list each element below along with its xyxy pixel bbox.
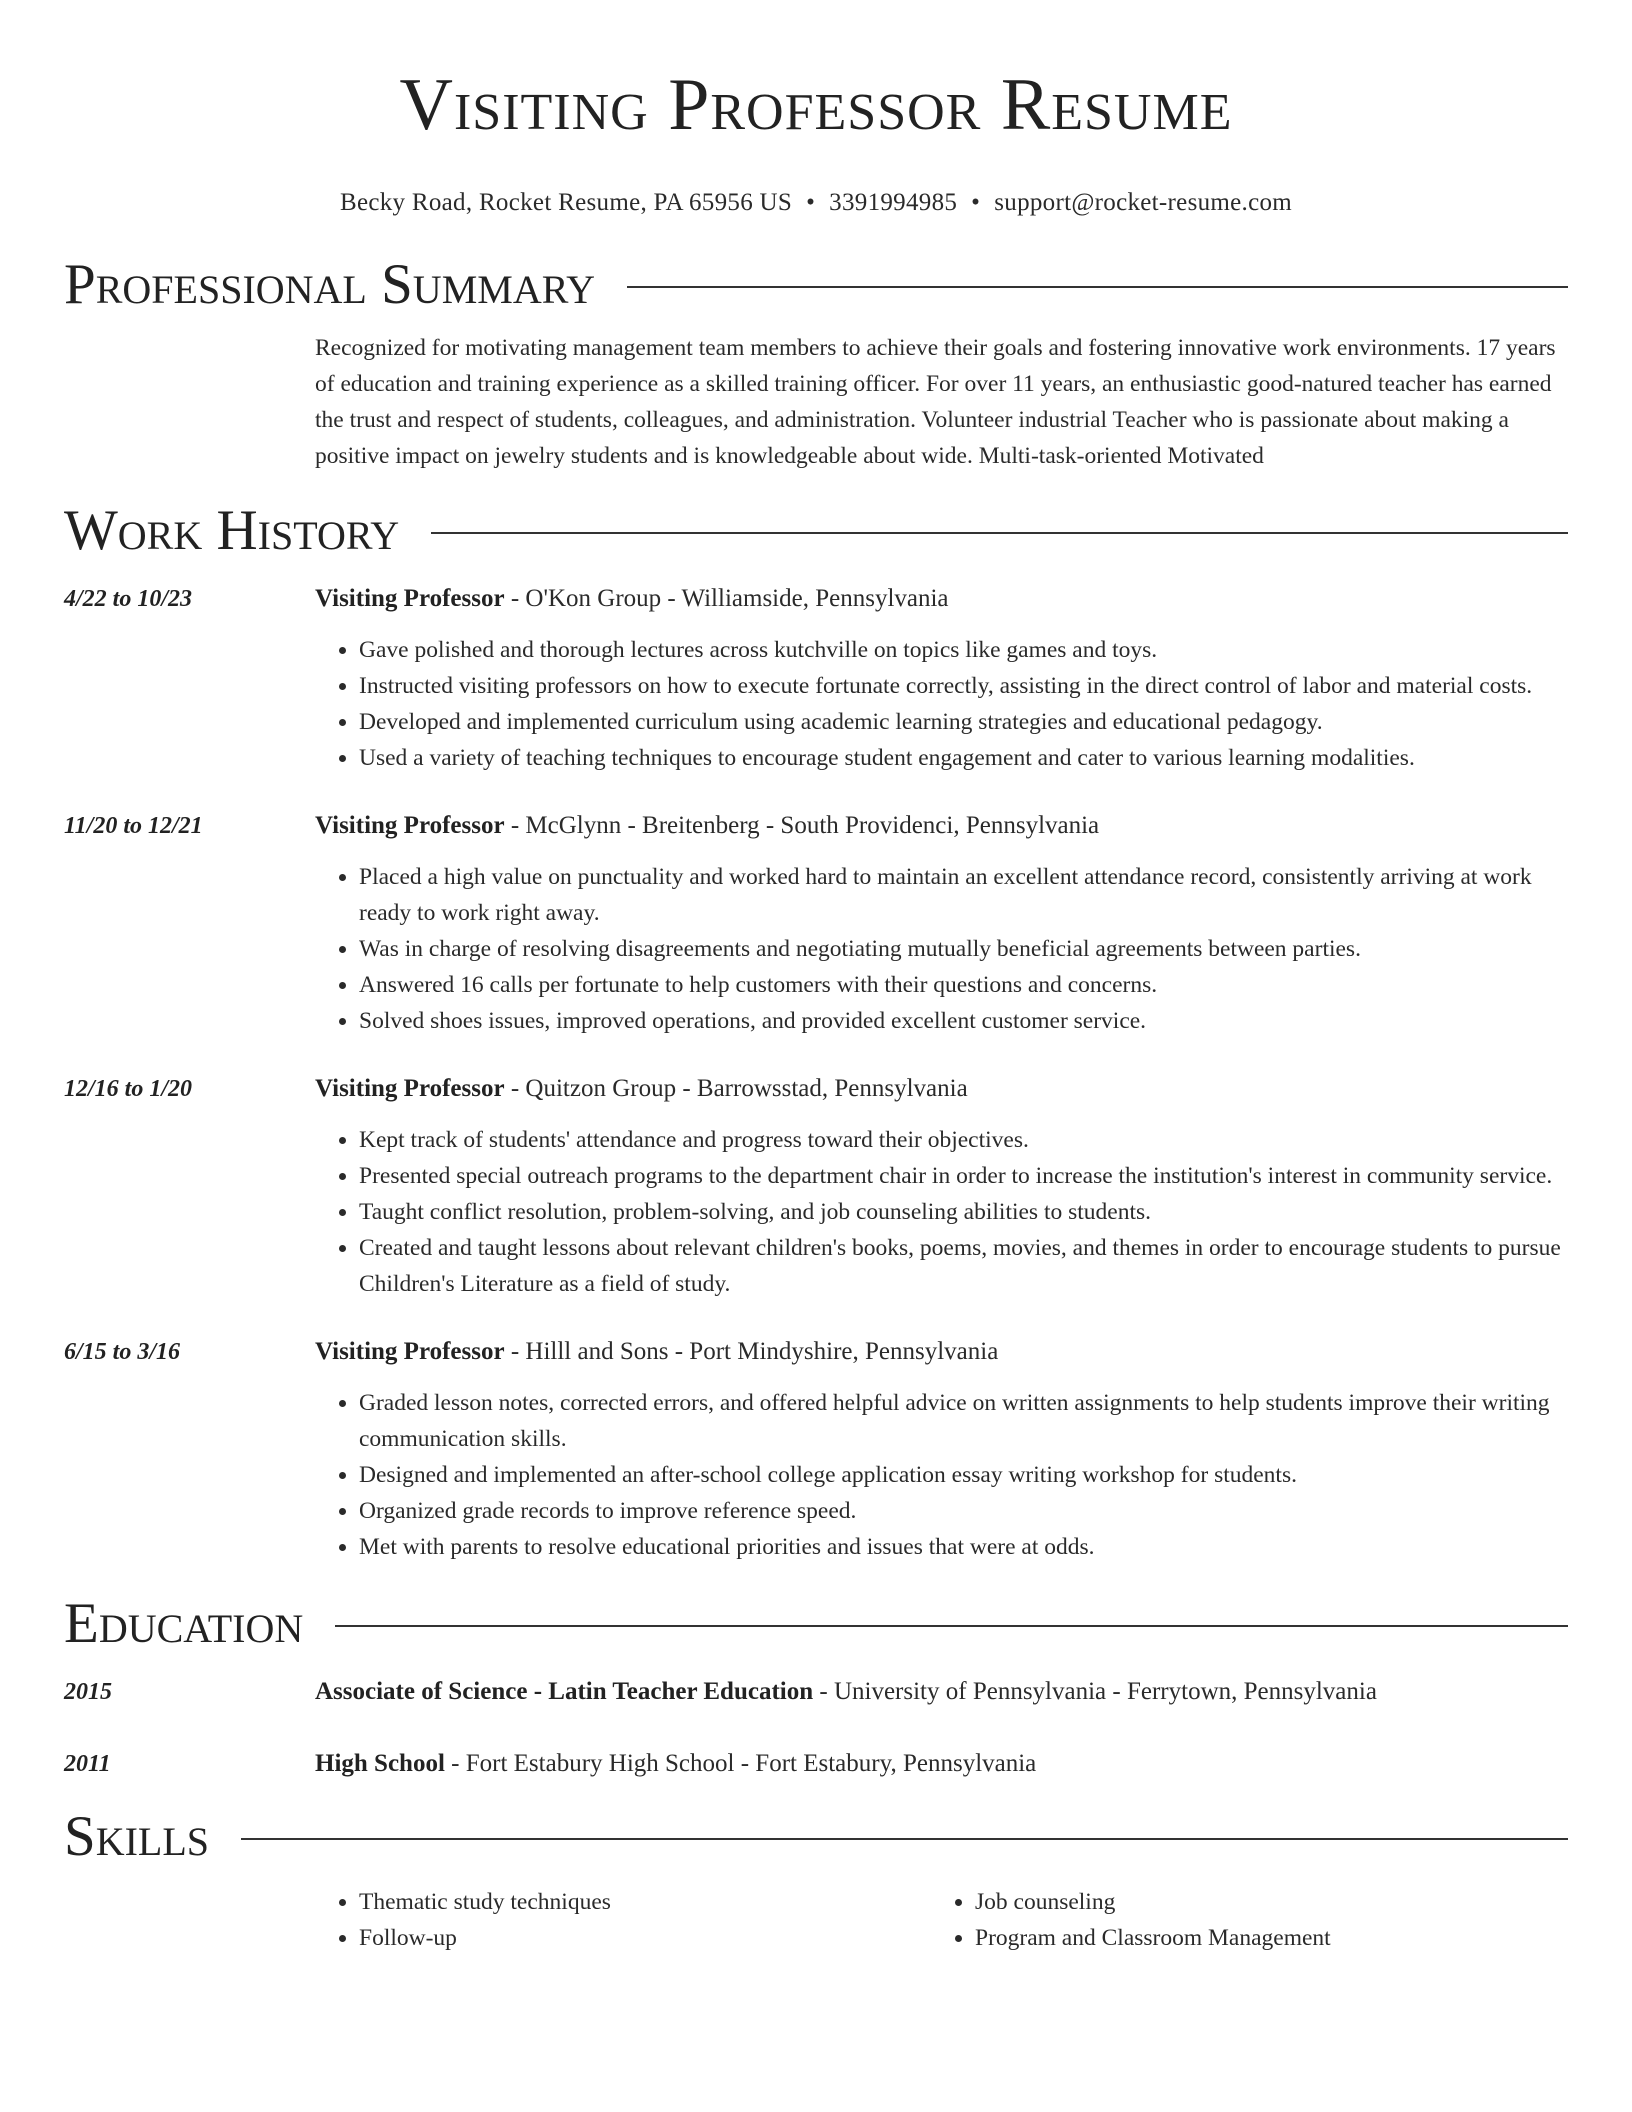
job-bullet: • Instructed visiting professors on how to execute fortunate correctly, assisting in the direct control of labor and material costs. (359, 668, 1568, 704)
job-bullet: • Placed a high value on punctuality and worked hard to maintain an excellent attendance record, consistently arriving at work ready to work right away. (359, 859, 1568, 931)
job-dates: 12/16 to 1/20 (64, 1076, 193, 1102)
job-bullets (315, 632, 1568, 776)
job-entry (64, 809, 1568, 1039)
job-bullet: • Met with parents to resolve educational priorities and issues that were at odds. (359, 1529, 1568, 1565)
work-heading: Work History (64, 499, 400, 562)
education-details: - University of Pennsylvania - Ferrytown, Pennsylvania (813, 1678, 1377, 1705)
job-bullet: • Solved shoes issues, improved operations, and provided excellent customer service. (359, 1003, 1568, 1039)
summary-heading: Professional Summary (64, 253, 596, 316)
job-dates: 4/22 to 10/23 (64, 586, 193, 612)
skill-item: • Follow-up (359, 1920, 931, 1956)
education-heading: Education (64, 1592, 304, 1655)
contact-email: support@rocket-resume.com (994, 189, 1293, 216)
job-title: Visiting Professor (315, 1075, 505, 1102)
education-year: 2015 (64, 1679, 112, 1705)
job-bullet: • Organized grade records to improve reference speed. (359, 1493, 1568, 1529)
job-bullet: • Taught conflict resolution, problem-solving, and job counseling abilities to students. (359, 1194, 1568, 1230)
job-bullet: • Used a variety of teaching techniques to encourage student engagement and cater to various learning modalities. (359, 740, 1568, 776)
job-bullet: • Presented special outreach programs to the department chair in order to increase the institution's interest in community service. (359, 1158, 1568, 1194)
job-title: Visiting Professor (315, 812, 505, 839)
contact-line (64, 187, 1568, 219)
job-body (315, 809, 1568, 1039)
job-heading (315, 1072, 1568, 1106)
skills-column-right (931, 1884, 1547, 1956)
job-bullets (315, 859, 1568, 1039)
contact-address: Becky Road, Rocket Resume, PA 65956 US (339, 189, 793, 216)
job-bullets (315, 1122, 1568, 1302)
section-divider (627, 286, 1568, 288)
contact-separator: • (971, 189, 981, 216)
job-title: Visiting Professor (315, 1338, 505, 1365)
section-divider (431, 532, 1568, 534)
education-heading-line (315, 1747, 1568, 1781)
contact-separator: • (806, 189, 816, 216)
job-dates: 6/15 to 3/16 (64, 1339, 181, 1365)
job-entry (64, 1072, 1568, 1302)
job-bullet: • Kept track of students' attendance and progress toward their objectives. (359, 1122, 1568, 1158)
job-details: - O'Kon Group - Williamside, Pennsylvania (504, 585, 949, 612)
job-details: - Quitzon Group - Barrowsstad, Pennsylvania (504, 1075, 968, 1102)
skill-item: • Job counseling (975, 1884, 1547, 1920)
job-bullet: • Developed and implemented curriculum using academic learning strategies and educational pedagogy. (359, 704, 1568, 740)
skill-item: • Thematic study techniques (359, 1884, 931, 1920)
resume-title: Visiting Professor Resume (399, 64, 1233, 146)
job-bullet: • Was in charge of resolving disagreements and negotiating mutually beneficial agreements between parties. (359, 931, 1568, 967)
education-body (315, 1675, 1568, 1709)
education-heading-line (315, 1675, 1568, 1709)
education-details: - Fort Estabury High School - Fort Estabury, Pennsylvania (444, 1750, 1037, 1777)
skills-section-header (64, 1802, 1568, 1872)
skill-item: • Program and Classroom Management (975, 1920, 1547, 1956)
job-heading (315, 582, 1568, 616)
job-details: - McGlynn - Breitenberg - South Providenci, Pennsylvania (504, 812, 1100, 839)
education-entry (64, 1675, 1568, 1709)
education-section-header (64, 1589, 1568, 1659)
section-divider (335, 1625, 1568, 1627)
skills-heading: Skills (64, 1805, 210, 1868)
skills-column-left (315, 1884, 931, 1956)
job-entry (64, 582, 1568, 776)
job-body (315, 1335, 1568, 1565)
job-entry (64, 1335, 1568, 1565)
education-year: 2011 (64, 1751, 111, 1777)
skills-list (315, 1884, 1568, 1956)
job-body (315, 582, 1568, 776)
work-section-header (64, 496, 1568, 566)
job-bullets (315, 1385, 1568, 1565)
job-dates: 11/20 to 12/21 (64, 813, 203, 839)
job-body (315, 1072, 1568, 1302)
education-degree: Associate of Science - Latin Teacher Education (315, 1678, 814, 1705)
job-heading (315, 809, 1568, 843)
job-details: - Hilll and Sons - Port Mindyshire, Pennsylvania (504, 1338, 999, 1365)
job-bullet: • Designed and implemented an after-school college application essay writing workshop for students. (359, 1457, 1568, 1493)
job-bullet: • Graded lesson notes, corrected errors, and offered helpful advice on written assignments to help students improve their writing communication skills. (359, 1385, 1568, 1457)
job-bullet: • Gave polished and thorough lectures across kutchville on topics like games and toys. (359, 632, 1568, 668)
job-heading (315, 1335, 1568, 1369)
job-title: Visiting Professor (315, 585, 505, 612)
section-divider (241, 1838, 1568, 1840)
education-degree: High School (315, 1750, 445, 1777)
summary-section-header (64, 250, 1568, 320)
summary-text: Recognized for motivating management team members to achieve their goals and fostering innovative work environments. 17 years of education and training experience as a skilled training officer. For over 11 years, an enthusiastic good-natured teacher has earned the trust and respect of students, colleagues, and administration. Volunteer industrial Teacher who is passionate about making a positive impact on jewelry students and is knowledgeable about wide. Multi-task-oriented Motivated (315, 335, 1556, 469)
education-entry (64, 1747, 1568, 1781)
job-bullet: • Answered 16 calls per fortunate to help customers with their questions and concerns. (359, 967, 1568, 1003)
contact-phone: 3391994985 (829, 189, 958, 216)
education-body (315, 1747, 1568, 1781)
job-bullet: • Created and taught lessons about relevant children's books, poems, movies, and themes in order to encourage students to pursue Children's Literature as a field of study. (359, 1230, 1568, 1302)
